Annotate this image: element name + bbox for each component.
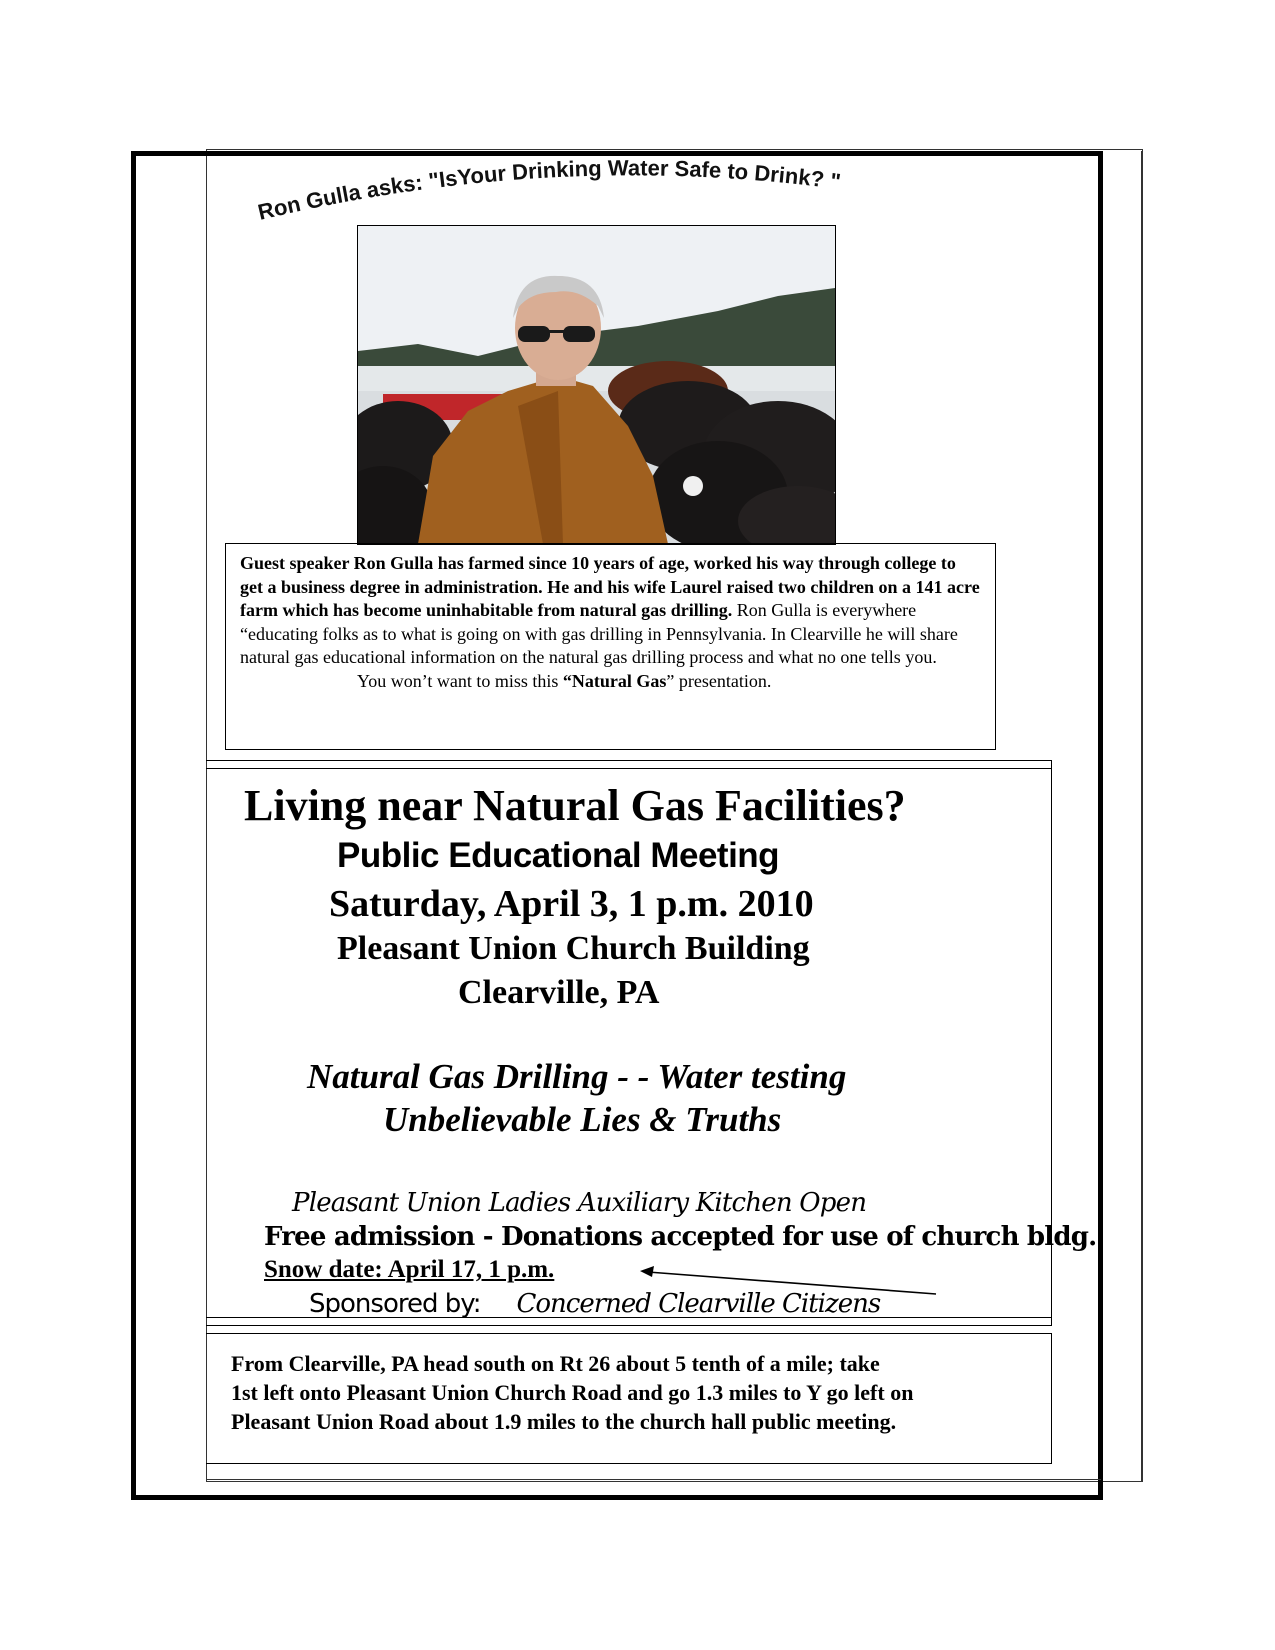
event-date: Saturday, April 3, 1 p.m. 2010 bbox=[329, 883, 814, 925]
event-topic-2: Unbelievable Lies & Truths bbox=[383, 1100, 782, 1139]
bottom-rule bbox=[206, 1479, 1101, 1480]
admission-note: Free admission - Donations accepted for use of church bldg. bbox=[264, 1222, 1097, 1252]
event-town: Clearville, PA bbox=[458, 974, 660, 1011]
snow-date: Snow date: April 17, 1 p.m. bbox=[264, 1256, 555, 1283]
sponsor-name: Concerned Clearville Citizens bbox=[516, 1289, 881, 1319]
farmer-with-cattle-photo bbox=[358, 226, 835, 544]
event-place: Pleasant Union Church Building bbox=[337, 930, 810, 967]
arc-headline-text: Ron Gulla asks: "IsYour Drinking Water Safe to Drink? " bbox=[255, 155, 843, 225]
arrow-icon bbox=[640, 1262, 940, 1298]
bio-closing-line bbox=[240, 670, 981, 694]
directions-line: From Clearville, PA head south on Rt 26 about 5 tenth of a mile; take bbox=[231, 1351, 880, 1376]
speaker-photo bbox=[357, 225, 836, 545]
bio-closing-bold: “Natural Gas bbox=[562, 670, 667, 691]
bio-closing-post: ” presentation. bbox=[666, 670, 772, 691]
bio-closing-pre: You won’t want to miss this bbox=[357, 670, 563, 691]
directions-box bbox=[206, 1333, 1052, 1464]
event-subtitle: Public Educational Meeting bbox=[337, 836, 780, 875]
speaker-bio-box bbox=[225, 543, 996, 750]
directions-line: Pleasant Union Road about 1.9 miles to the church hall public meeting. bbox=[231, 1409, 897, 1434]
bio-bold-text: Guest speaker Ron Gulla has farmed since 10 years of age, worked his way through college to get a business degree in administration. He and his wife Laurel raised two children on a 141 acre farm which has become uninhabitable from natural gas drilling. bbox=[240, 553, 980, 620]
bio-text: Ron Gulla is everywhere “educating folks as to what is going on with gas drilling in Pennsylvania. In Clearville he will share natural gas educational information on the natural gas drilling process and what no one tells you. bbox=[240, 600, 958, 667]
page-sheet-edge bbox=[1104, 151, 1142, 1482]
event-title: Living near Natural Gas Facilities? bbox=[244, 781, 906, 830]
directions-line: 1st left onto Pleasant Union Church Road and go 1.3 miles to Y go left on bbox=[231, 1380, 914, 1405]
kitchen-note: Pleasant Union Ladies Auxiliary Kitchen Open bbox=[292, 1188, 867, 1218]
sponsor-label: Sponsored by: bbox=[309, 1289, 481, 1319]
event-topic-1: Natural Gas Drilling - - Water testing bbox=[307, 1057, 847, 1096]
